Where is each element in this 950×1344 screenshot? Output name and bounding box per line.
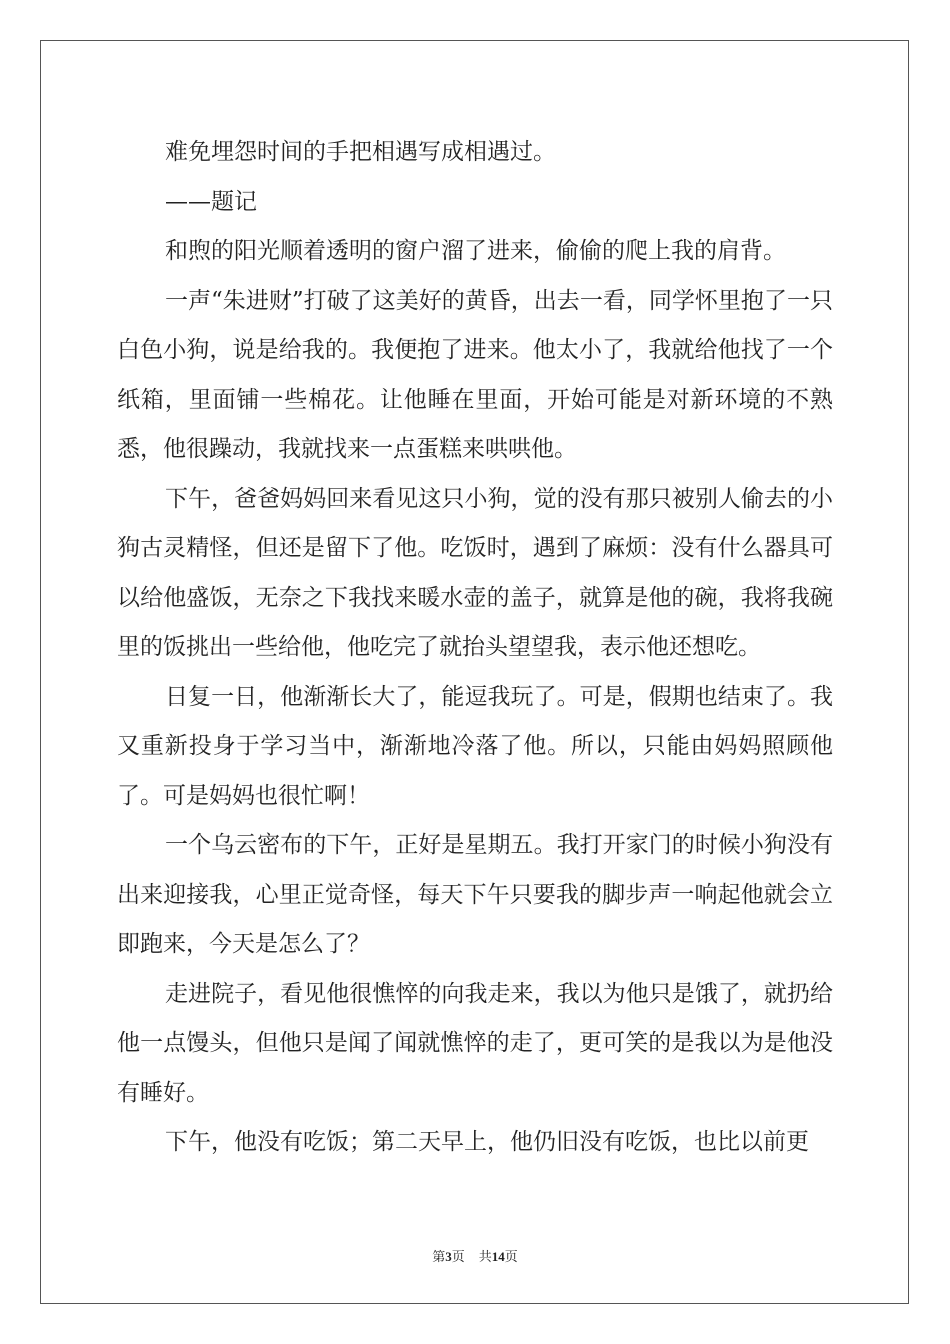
paragraph: 一个乌云密布的下午，正好是星期五。我打开家门的时候小狗没有出来迎接我，心里正觉奇怪，每天下午只要我的脚步声一响起他就会立即跑来，今天是怎么了？: [117, 832, 833, 957]
paragraph: 一声“朱进财”打破了这美好的黄昏，出去一看，同学怀里抱了一只白色小狗，说是给我的。我便抱了进来。他太小了，我就给他找了一个纸箱，里面铺一些棉花。让他睡在里面，开始可能是对新环境的不熟悉，他很躁动，我就找来一点蛋糕来哄哄他。: [117, 287, 833, 462]
total-pages: 14: [491, 1249, 505, 1264]
page-prefix: 第: [432, 1249, 446, 1264]
document-body: [117, 128, 833, 1168]
page-suffix: 页: [451, 1249, 465, 1264]
page-number: 3: [445, 1249, 452, 1264]
paragraph: 下午，他没有吃饭；第二天早上，他仍旧没有吃饭，也比以前更: [165, 1129, 809, 1155]
paragraph: 走进院子，看见他很憔悴的向我走来，我以为他只是饿了，就扔给他一点馒头，但他只是闻了闻就憔悴的走了，更可笑的是我以为是他没有睡好。: [117, 980, 833, 1106]
total-prefix: 共: [478, 1249, 492, 1264]
paragraph-epigraph-attribution: ——题记: [165, 188, 257, 215]
paragraph-epigraph: 难免埋怨时间的手把相遇写成相遇过。: [165, 139, 556, 165]
page-footer: [0, 1246, 950, 1265]
paragraph: 和煦的阳光顺着透明的窗户溜了进来，偷偷的爬上我的肩背。: [165, 238, 786, 264]
paragraph: 日复一日，他渐渐长大了，能逗我玩了。可是，假期也结束了。我又重新投身于学习当中，渐渐地冷落了他。所以，只能由妈妈照顾他了。可是妈妈也很忙啊！: [117, 683, 833, 809]
paragraph: 下午，爸爸妈妈回来看见这只小狗，觉的没有那只被别人偷去的小狗古灵精怪，但还是留下了他。吃饭时，遇到了麻烦：没有什么器具可以给他盛饭，无奈之下我找来暖水壶的盖子，就算是他的碗，我将我碗里的饭挑出一些给他，他吃完了就抬头望望我，表示他还想吃。: [117, 485, 833, 660]
total-suffix: 页: [504, 1249, 518, 1264]
